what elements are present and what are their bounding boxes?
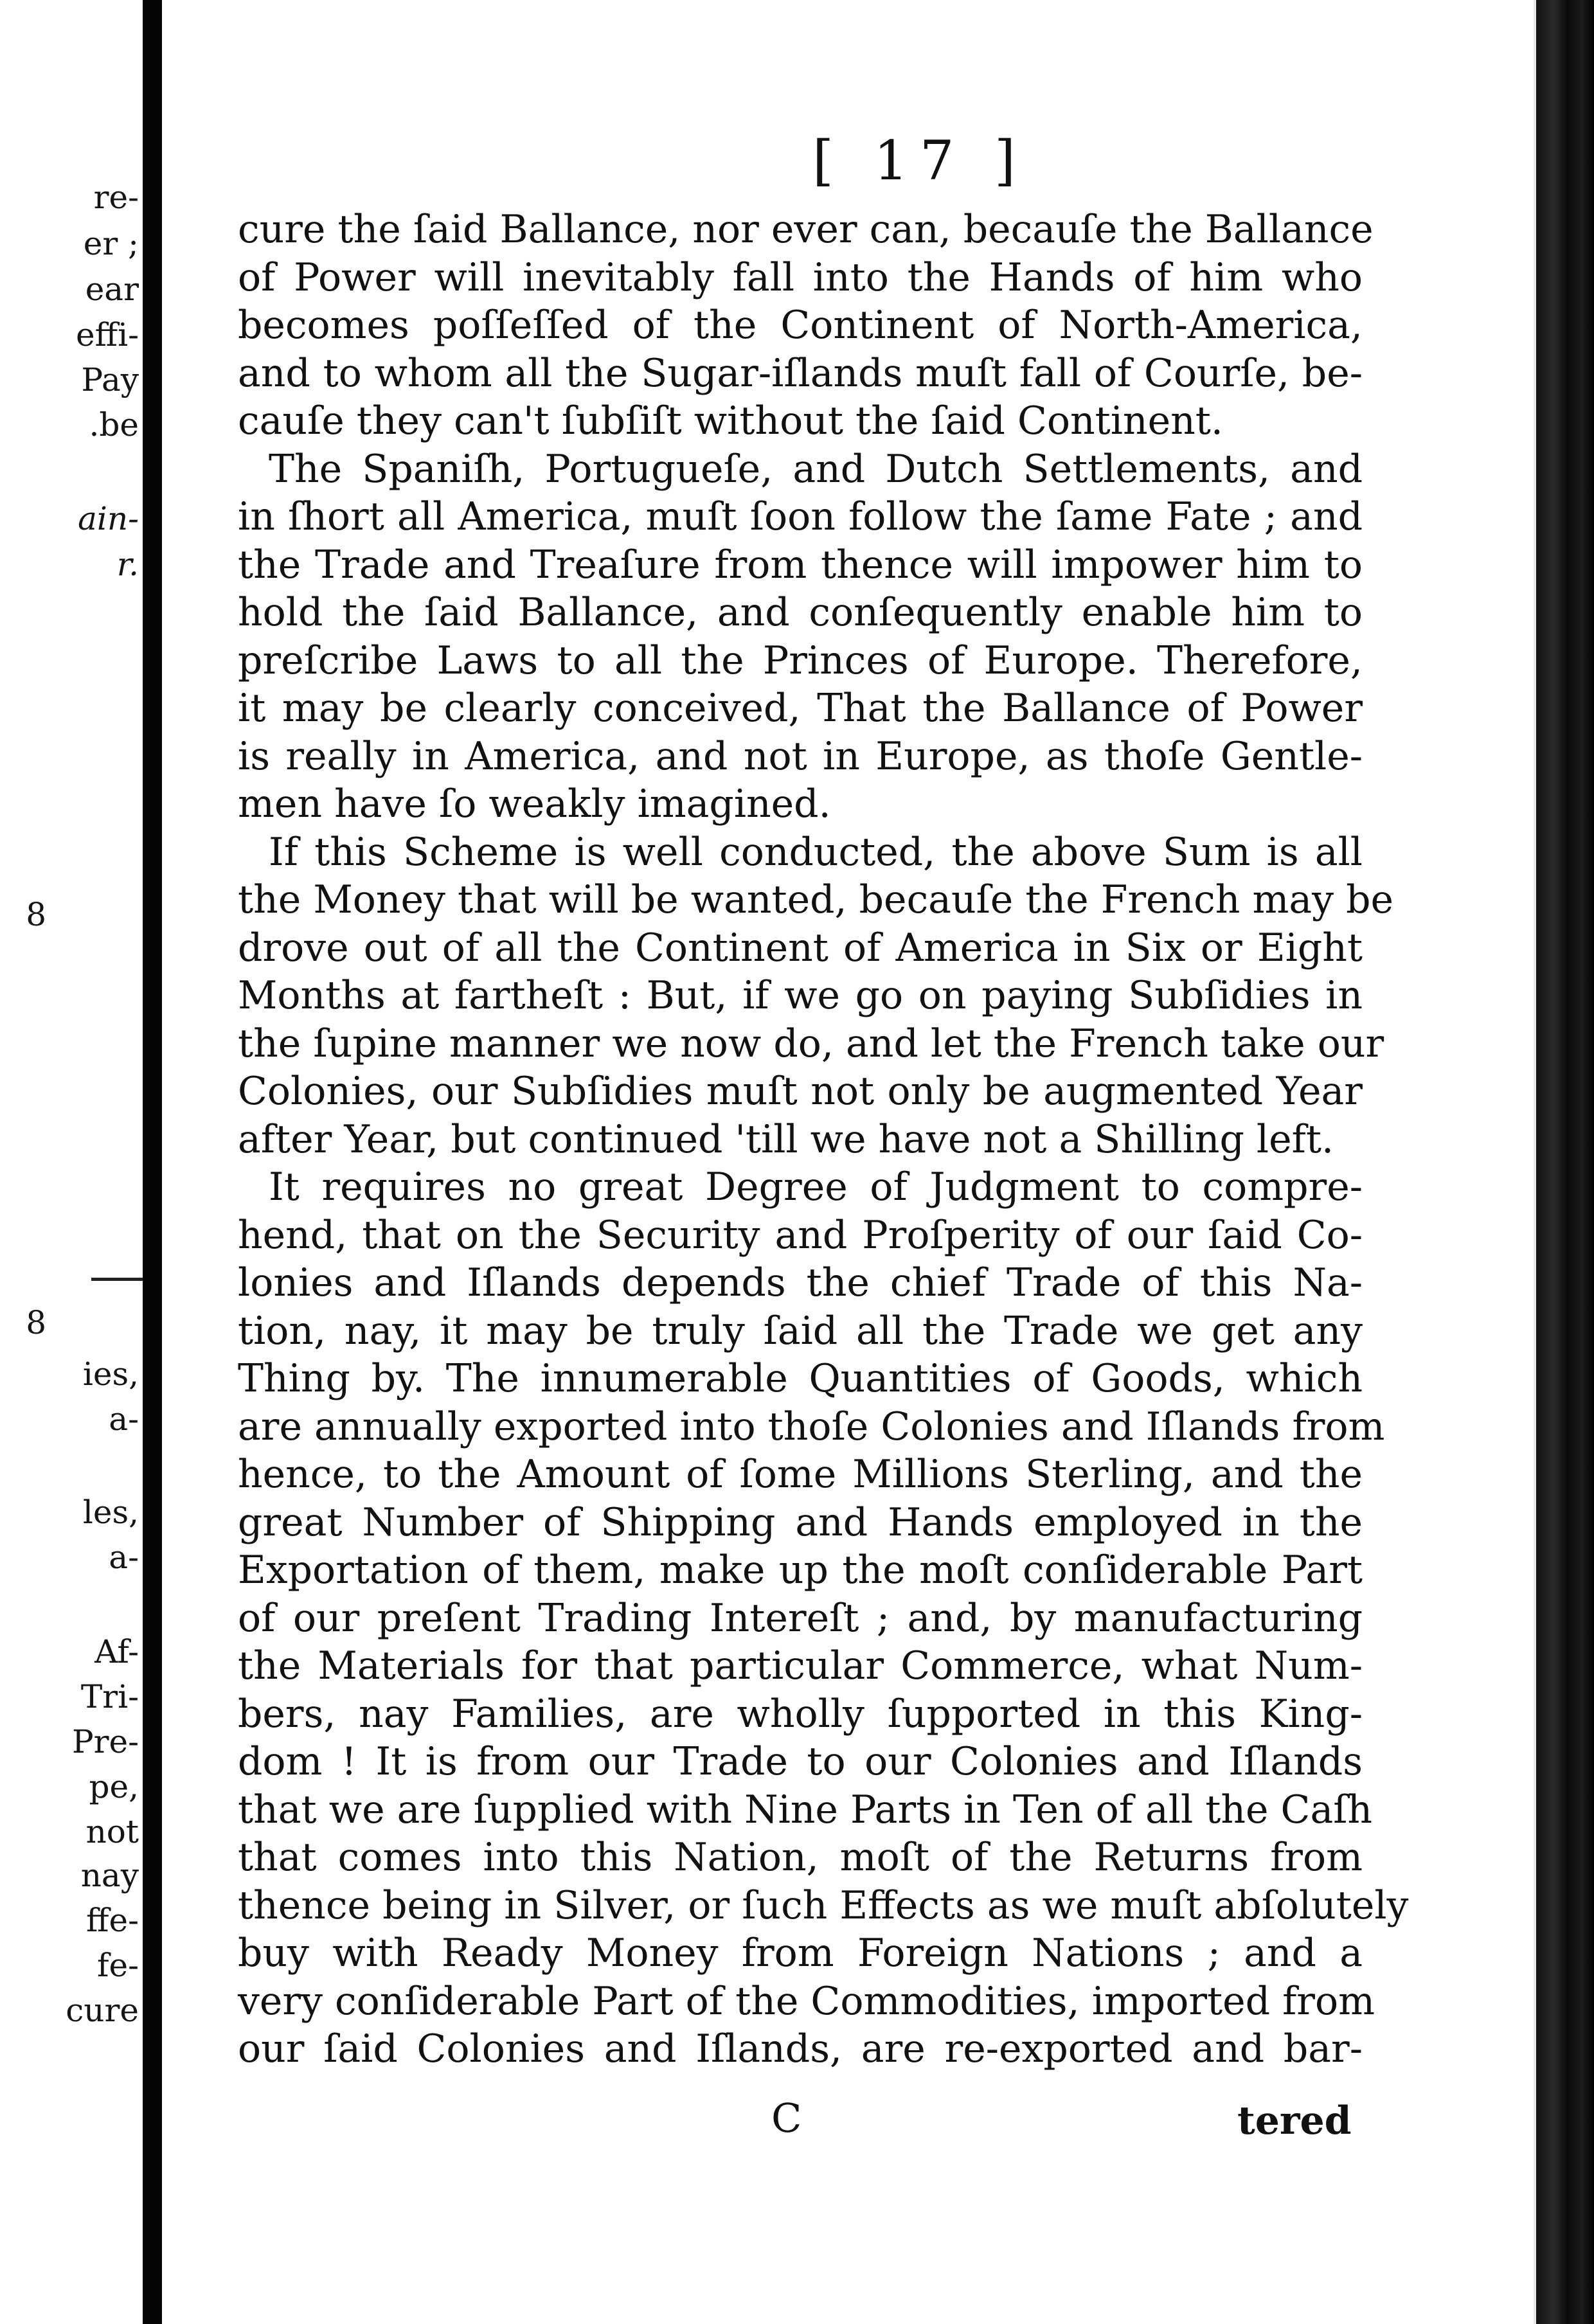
signature-mark: C [771, 2095, 802, 2141]
margin-fragment: effi- [76, 316, 139, 353]
margin-fragment: Af- [94, 1633, 139, 1670]
text-line: drove out of all the Continent of America in Six or Eight [238, 925, 1363, 970]
margin-fragment: ear [85, 271, 139, 308]
text-line: It requires no great Degree of Judgment to compre- [269, 1165, 1363, 1210]
margin-fragment: a- [109, 1400, 139, 1438]
text-line: after Year, but continued 'till we have not a Shilling left. [238, 1116, 1334, 1162]
book-gutter [143, 0, 162, 2324]
text-line: dom ! It is from our Trade to our Colonies and Iſlands [238, 1739, 1363, 1784]
margin-fragment: ain- [78, 500, 139, 537]
text-line: Thing by. The innumerable Quantities of Goods, which [238, 1356, 1363, 1401]
margin-fragment: Pay [81, 361, 139, 398]
margin-fragment: ffe- [85, 1902, 139, 1939]
text-line: lonies and Iſlands depends the chief Trade of this Na- [238, 1260, 1363, 1305]
text-line: the Money that will be wanted, becauſe the French may be [238, 877, 1394, 922]
margin-fragment: 8 [26, 896, 46, 933]
text-line: the ſupine manner we now do, and let the French take our [238, 1021, 1384, 1066]
text-line: our ſaid Colonies and Iſlands, are re-exported and bar- [238, 2026, 1363, 2071]
margin-fragment: fe- [97, 1947, 139, 1984]
text-line: are annually exported into thoſe Colonies and Iſlands from [238, 1404, 1385, 1449]
text-line: bers, nay Families, are wholly ſupported in this King- [238, 1691, 1363, 1737]
text-line: Months at fartheſt : But, if we go on paying Subſidies in [238, 973, 1363, 1018]
margin-fragment: Tri- [80, 1678, 139, 1715]
text-line: the Trade and Treaſure from thence will impower him to [238, 542, 1363, 587]
text-line: tion, nay, it may be truly ſaid all the Trade we get any [238, 1308, 1363, 1354]
text-line: becomes poſſeſſed of the Continent of North-America, [238, 303, 1363, 348]
margin-fragment: er ; [83, 225, 139, 262]
margin-fragment: re- [93, 179, 139, 216]
margin-fragment: nay [80, 1857, 139, 1894]
text-line: of Power will inevitably fall into the Hands of him who [238, 255, 1363, 300]
text-line: the Materials for that particular Commerce, what Num- [238, 1643, 1363, 1688]
body-text [238, 206, 1409, 2073]
margin-fragment: 8 [26, 1304, 46, 1341]
text-line: in ſhort all America, muſt ſoon follow the ſame Fate ; and [238, 494, 1363, 539]
margin-fragment: les, [82, 1494, 139, 1531]
text-line: cauſe they can't ſubſiſt without the ſaid Continent. [238, 398, 1223, 443]
margin-fragment: pe, [89, 1768, 139, 1805]
margin-fragment: .be [89, 406, 139, 443]
text-line: If this Scheme is well conducted, the above Sum is all [269, 829, 1363, 875]
text-line: hence, to the Amount of ſome Millions Sterling, and the [238, 1452, 1363, 1497]
margin-fragment: ies, [82, 1355, 139, 1393]
catchword: tered [1237, 2098, 1352, 2143]
text-line: great Number of Shipping and Hands employed in the [238, 1499, 1363, 1545]
text-line: that we are ſupplied with Nine Parts in Ten of all the Caſh [238, 1787, 1373, 1832]
margin-fragment: cure [66, 1992, 139, 2029]
margin-fragment: r. [116, 546, 139, 583]
margin-fragment: Pre- [71, 1723, 139, 1760]
text-line: is really in America, and not in Europe, as thoſe Gentle- [238, 733, 1363, 779]
text-line: preſcribe Laws to all the Princes of Europe. Therefore, [238, 638, 1363, 683]
text-line: it may be clearly conceived, That the Ballance of Power [238, 686, 1363, 731]
margin-fragment: not [85, 1813, 139, 1850]
text-line: that comes into this Nation, moſt of the Returns from [238, 1835, 1363, 1880]
text-line: men have ſo weakly imagined. [238, 782, 831, 827]
text-line: very conſiderable Part of the Commodities, imported from [238, 1978, 1375, 2024]
text-line: hend, that on the Security and Proſperity of our ſaid Co- [238, 1212, 1363, 1258]
text-line: of our preſent Trading Intereſt ; and, by manufacturing [238, 1595, 1363, 1641]
text-line: cure the ſaid Ballance, nor ever can, becauſe the Ballance [238, 207, 1374, 252]
facing-page-fragment [0, 0, 143, 2324]
text-line: hold the ſaid Ballance, and conſequently enable him to [238, 590, 1363, 635]
text-line: buy with Ready Money from Foreign Nations ; and a [238, 1931, 1363, 1976]
text-line: Colonies, our Subſidies muſt not only be augmented Year [238, 1069, 1363, 1114]
text-line: thence being in Silver, or ſuch Effects as we muſt abſolutely [238, 1882, 1409, 1928]
book-edge [1536, 0, 1594, 2324]
text-line: The Spaniſh, Portugueſe, and Dutch Settlements, and [269, 446, 1363, 492]
text-line: Exportation of them, make up the moſt conſiderable Part [238, 1548, 1363, 1593]
margin-rule [91, 1278, 143, 1281]
margin-fragment: a- [109, 1539, 139, 1576]
page-number: [ 17 ] [812, 129, 1027, 192]
text-line: and to whom all the Sugar-iſlands muſt fall of Courſe, be- [238, 350, 1363, 396]
